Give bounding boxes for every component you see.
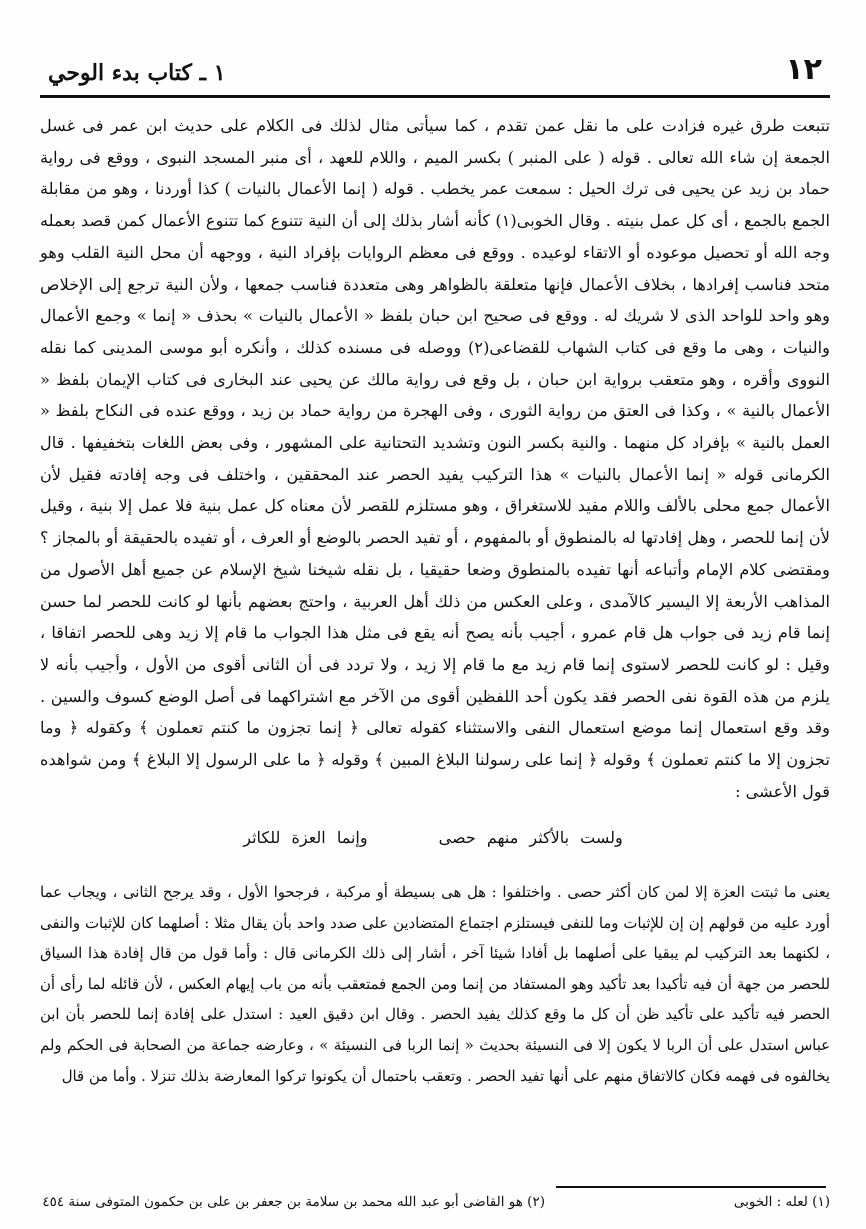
poetry-verse: [0, 828, 866, 847]
verse-first-hemistich: ولست بالأكثر منهم حصى: [438, 828, 623, 847]
header-rule: [40, 95, 830, 98]
page-number: ١٢: [785, 52, 822, 87]
footnote-1: (١) لعله : الخوبى: [733, 1194, 830, 1210]
running-title: ١ ـ كتاب بدء الوحي: [48, 60, 226, 86]
main-commentary-text: [40, 110, 830, 807]
page-header: [40, 52, 830, 96]
main-paragraph: تتبعت طرق غيره فزادت على ما نقل عمن تقدم ، كما سيأتى مثال لذلك فى الكلام على حديث ابن عمر فى غسل الجمعة إن شاء الله تعالى . قوله ( على المنبر ) بكسر الميم ، واللام للعهد ، أى منبر المسجد النبوى ، ووقع فى رواية حماد بن زيد عن يحيى فى ترك الحيل : سمعت عمر يخطب . قوله ( إنما الأعمال بالنيات ) كذا أوردنا ، وهو من مقابلة الجمع بالجمع ، أى كل عمل بنيته . وقال الخوبى(١) كأنه أشار بذلك إلى أن النية تتنوع كما تتنوع الأعمال كمن قصد بعمله وجه الله أو تحصيل موعوده أو الاتقاء لوعيده . ووقع فى معظم الروايات بإفراد النية ، ووجهه أن محل النية القلب وهو متحد فناسب إفرادها ، بخلاف الأعمال فإنها متعلقة بالظواهر وهى متعددة فناسب جمعها ، ولأن النية ترجع إلى الإخلاص وهو واحد للواحد الذى لا شريك له . ووقع فى صحيح ابن حبان بلفظ « الأعمال بالنيات » بحذف « إنما » وجمع الأعمال والنيات ، وهى ما وقع فى كتاب الشهاب للقضاعى(٢) ووصله فى مسنده كذلك ، وأنكره أبو موسى المدينى كما نقله النووى وأقره ، وهو متعقب برواية ابن حبان ، بل وقع فى رواية مالك عن يحيى عند البخارى فى كتاب الإيمان بلفظ « الأعمال بالنية » ، وكذا فى العتق من رواية الثورى ، وفى الهجرة من رواية حماد بن زيد ، ووقع عنده فى النكاح بلفظ « العمل بالنية » بإفراد كل منهما . والنية بكسر النون وتشديد التحتانية على المشهور ، وفى بعض اللغات بتخفيفها . قال الكرمانى قوله « إنما الأعمال بالنيات » هذا التركيب يفيد الحصر عند المحققين ، واختلف فى وجه إفادته فقيل لأن الأعمال جمع محلى بالألف واللام مفيد للاستغراق ، وهو مستلزم للقصر لأن معناه كل عمل بنية فلا عمل إلا بنية ، وقيل لأن إنما للحصر ، وهل إفادتها له بالمنطوق أو بالمفهوم ، أو تفيد الحصر بالوضع أو العرف ، أو تفيده بالحقيقة أو بالمجاز ؟ ومقتضى كلام الإمام وأتباعه أنها تفيده بالمنطوق وضعا حقيقيا ، بل نقله شيخنا شيخ الإسلام عن جميع أهل الأصول من المذاهب الأربعة إلا اليسير كالآمدى ، وعلى العكس من ذلك أهل العربية ، واحتج بعضهم بأنها لو كانت للحصر لما حسن إنما قام زيد فى جواب هل قام عمرو ، أجيب بأنه يصح أنه يقع فى مثل هذا الجواب ما قام إلا زيد وهى للحصر اتفاقا ، وقيل : لو كانت للحصر لاستوى إنما قام زيد مع ما قام إلا زيد ، ولا تردد فى أن الثانى أقوى من الأول ، وأجيب بأنه لا يلزم من هذه القوة نفى الحصر فقد يكون أحد اللفظين أقوى من الآخر مع اشتراكهما فى أصل الوضع كسوف والسين . وقد وقع استعمال إنما موضع استعمال النفى والاستثناء كقوله تعالى ﴿ إنما تجزون ما كنتم تعملون ﴾ وكقوله ﴿ وما تجزون إلا ما كنتم تعملون ﴾ وقوله ﴿ إنما على رسولنا البلاغ المبين ﴾ وقوله ﴿ ما على الرسول إلا البلاغ ﴾ ومن شواهده قول الأعشى :: [40, 116, 831, 801]
footnotes: [40, 1194, 830, 1220]
secondary-paragraph: يعنى ما ثبتت العزة إلا لمن كان أكثر حصى . واختلفوا : هل هى بسيطة أو مركبة ، فرجحوا الأول ، وقد يرجح الثانى ، ويجاب عما أورد عليه من قولهم إن إن للإثبات وما للنفى فيستلزم اجتماع المتضادين على صدد واحد بأن يقال مثلا : أصلهما كان للإثبات والنفى ، لكنهما بعد التركيب لم يبقيا على أصلهما بل أفادا شيئا آخر ، أشار إلى ذلك الكرمانى قال : وأما قول من قال إفادة هذا السياق للحصر من جهة أن فيه تأكيدا بعد تأكيد وهو المستفاد من إنما ومن الجمع فمتعقب بأنه من باب إيهام العكس ، لأن قائله لما رأى أن الحصر فيه تأكيد على تأكيد ظن أن كل ما وقع كذلك يفيد الحصر . وقال ابن دقيق العيد : استدل على إفادة إنما للحصر بأن ابن عباس استدل على أن الربا لا يكون إلا فى النسيئة بحديث « إنما الربا فى النسيئة » ، وعارضه جماعة من الصحابة فى الحكم ولم يخالفوه فى فهمه فكان كالاتفاق منهم على أنها تفيد الحصر . وتعقب باحتمال أن يكونوا تركوا المعارضة بذلك تنزلا . وأما من قال: [40, 884, 830, 1085]
verse-second-hemistich: وإنما العزة للكاثر: [243, 828, 368, 847]
secondary-commentary-text: [40, 878, 830, 1092]
footnote-rule: [556, 1186, 826, 1188]
footnote-2: (٢) هو القاضى أبو عبد الله محمد بن سلامة بن جعفر بن على بن حكمون المتوفى سنة ٤٥٤: [42, 1194, 545, 1210]
